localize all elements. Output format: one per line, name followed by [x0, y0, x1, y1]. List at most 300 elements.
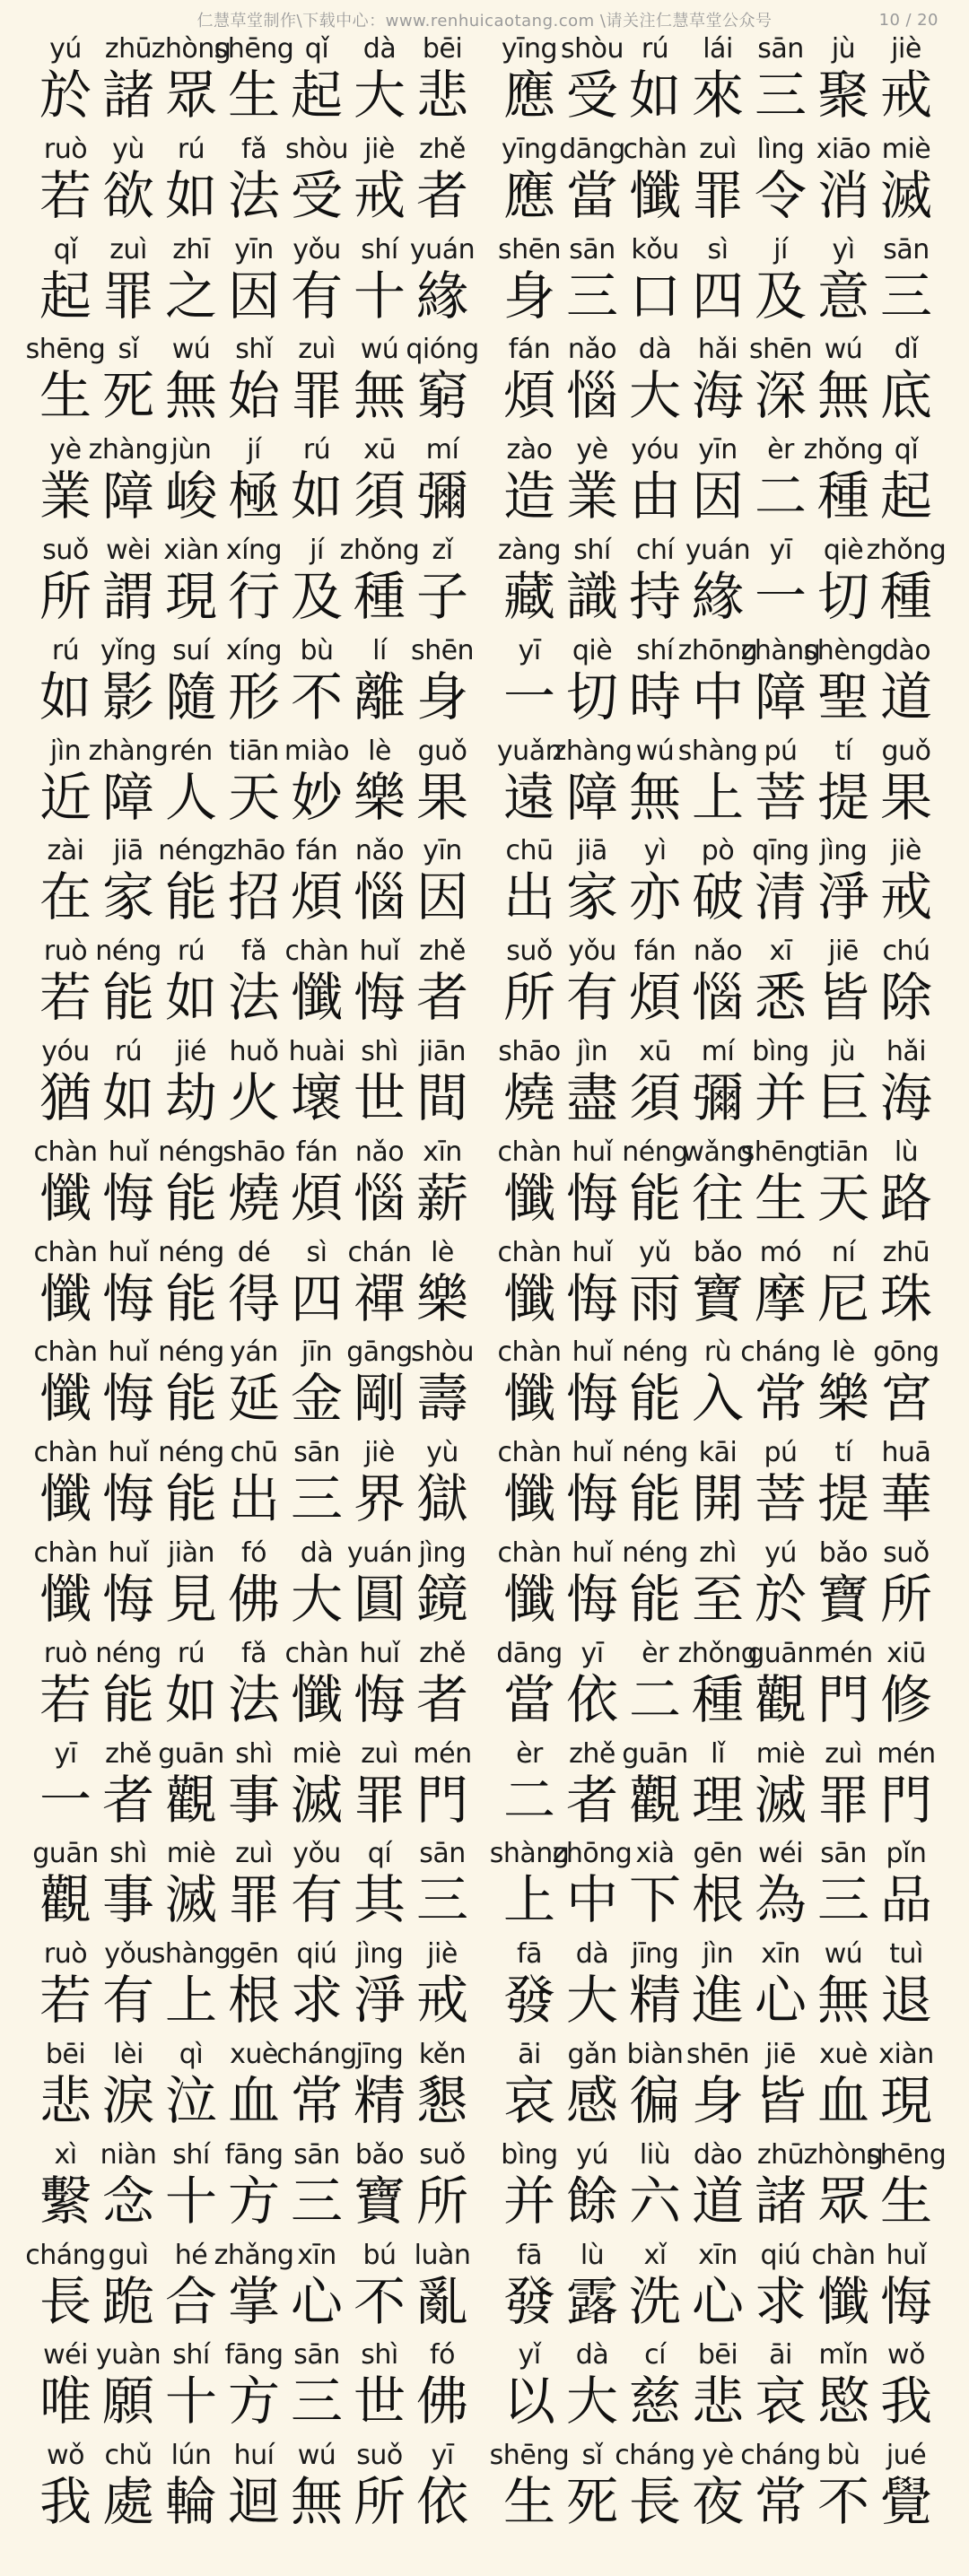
pinyin: zhòng: [151, 33, 231, 65]
character-cell: [686, 1839, 749, 1939]
character-cell: [561, 1037, 624, 1137]
hanzi: 者: [415, 967, 468, 1029]
character-cell: [812, 836, 875, 936]
character-cell: [498, 435, 561, 535]
hanzi: 三: [290, 2170, 343, 2232]
character-cell: [411, 936, 474, 1037]
pinyin: yù: [112, 133, 144, 165]
pinyin: miè: [166, 1838, 216, 1870]
character-cell: [875, 1337, 938, 1438]
hanzi: 懺: [502, 1468, 555, 1530]
hanzi: 圓: [353, 1568, 406, 1630]
pinyin: fó: [241, 1536, 266, 1569]
pinyin: dǐ: [894, 334, 919, 366]
character-cell: [97, 34, 160, 135]
hanzi: 三: [290, 2371, 343, 2432]
pinyin: yǒu: [292, 1838, 341, 1870]
character-cell: [34, 2140, 97, 2241]
hanzi: 須: [353, 466, 406, 527]
pinyin: shèng: [803, 634, 884, 666]
pinyin: néng: [158, 835, 224, 867]
character-cell: [348, 1438, 411, 1538]
hanzi: 巨: [816, 1066, 869, 1128]
hanzi: 并: [754, 1066, 807, 1128]
character-cell: [624, 1939, 686, 2040]
hanzi: 眾: [164, 65, 217, 126]
character-cell: [561, 936, 624, 1037]
right-verse-line: [498, 936, 938, 1037]
hanzi: 罪: [227, 1869, 280, 1931]
character-cell: [97, 2241, 160, 2341]
pinyin: jiàn: [167, 1536, 215, 1569]
hanzi: 皆: [754, 2069, 807, 2131]
hanzi: 心: [691, 2270, 744, 2332]
character-cell: [160, 2340, 223, 2441]
character-cell: [686, 836, 749, 936]
hanzi: 聖: [816, 666, 869, 727]
pinyin: shí: [172, 2339, 210, 2371]
hanzi: 見: [164, 1568, 217, 1630]
pinyin: gēn: [229, 1938, 279, 1971]
hanzi: 悔: [101, 1368, 154, 1430]
pinyin: huǐ: [572, 1336, 613, 1369]
pinyin: yīng: [501, 33, 558, 65]
hanzi: 應: [502, 65, 555, 126]
character-cell: [97, 535, 160, 636]
character-cell: [624, 1438, 686, 1538]
hanzi: 輪: [164, 2471, 217, 2533]
character-cell: [812, 1438, 875, 1538]
hanzi: 禪: [353, 1267, 406, 1329]
character-cell: [348, 1538, 411, 1639]
pinyin: qīng: [752, 835, 809, 867]
pinyin: bēi: [422, 33, 463, 65]
character-cell: [498, 2040, 561, 2140]
character-cell: [812, 2241, 875, 2341]
pinyin: jù: [831, 1035, 856, 1067]
character-cell: [682, 1136, 754, 1238]
hanzi: 持: [628, 565, 681, 627]
character-cell: [411, 1238, 474, 1338]
character-cell: [686, 1037, 749, 1137]
hanzi: 亂: [415, 2270, 468, 2332]
character-cell: [348, 1739, 411, 1840]
character-cell: [875, 1739, 938, 1840]
pinyin: kāi: [698, 1437, 738, 1469]
hanzi: 覺: [879, 2471, 932, 2533]
hanzi: 遠: [502, 766, 555, 828]
hanzi: 法: [227, 164, 280, 226]
character-cell: [348, 1037, 411, 1137]
pinyin: wǒ: [887, 2339, 925, 2371]
hanzi: 由: [628, 466, 681, 527]
character-cell: [498, 636, 561, 736]
hanzi: 口: [628, 265, 681, 326]
character-cell: [624, 2040, 686, 2140]
character-cell: [498, 2140, 561, 2241]
character-cell: [34, 1238, 97, 1338]
character-cell: [411, 235, 474, 335]
hanzi: 壞: [290, 1066, 343, 1128]
hanzi: 燒: [227, 1167, 280, 1229]
pinyin: mén: [877, 1737, 936, 1770]
hanzi: 品: [879, 1869, 932, 1931]
pinyin: tí: [834, 1437, 852, 1469]
hanzi: 受: [565, 65, 618, 126]
character-cell: [624, 1639, 686, 1739]
character-cell: [749, 235, 812, 335]
pinyin: sān: [569, 233, 615, 265]
hanzi: 清: [754, 866, 807, 928]
hanzi: 業: [565, 466, 618, 527]
pinyin: yī: [769, 534, 792, 566]
pinyin: xū: [363, 434, 396, 466]
right-verse-line: [497, 534, 947, 636]
hanzi: 能: [164, 1368, 217, 1430]
pinyin: mén: [413, 1737, 472, 1770]
hanzi: 戒: [879, 866, 932, 928]
character-cell: [34, 34, 97, 135]
hanzi: 夜: [691, 2471, 744, 2533]
hanzi: 三: [565, 265, 618, 326]
right-column: [489, 33, 947, 2541]
character-cell: [498, 1137, 561, 1238]
pinyin: huǐ: [572, 1536, 613, 1569]
character-cell: [624, 1037, 686, 1137]
pinyin: xiāo: [816, 133, 871, 165]
character-cell: [812, 1238, 875, 1338]
pinyin: huǐ: [572, 1437, 613, 1469]
pinyin: qióng: [406, 334, 479, 366]
character-cell: [160, 1238, 223, 1338]
character-cell: [348, 2340, 411, 2441]
pinyin: sān: [293, 2339, 340, 2371]
hanzi: 能: [628, 1568, 681, 1630]
pinyin: wú: [635, 735, 675, 767]
left-verse-line: [34, 1337, 474, 1438]
hanzi: 家: [101, 866, 154, 928]
hanzi: 懺: [502, 1267, 555, 1329]
character-cell: [498, 1538, 561, 1639]
character-cell: [97, 1137, 160, 1238]
character-cell: [498, 34, 561, 135]
hanzi: 提: [816, 766, 869, 828]
hanzi: 往: [691, 1167, 744, 1229]
character-cell: [34, 435, 97, 535]
character-cell: [749, 936, 812, 1037]
pinyin: shēn: [497, 233, 562, 265]
hanzi: 若: [39, 164, 92, 226]
character-cell: [561, 836, 624, 936]
character-cell: [285, 2241, 348, 2341]
hanzi: 世: [353, 1066, 406, 1128]
left-verse-line: [34, 1438, 474, 1538]
character-cell: [624, 2241, 686, 2341]
pinyin: miè: [292, 1737, 342, 1770]
pinyin: rú: [51, 634, 80, 666]
left-verse-line: [34, 135, 474, 235]
pinyin: tiān: [229, 735, 279, 767]
character-cell: [561, 2040, 624, 2140]
pinyin: guì: [108, 2239, 149, 2271]
pinyin: néng: [622, 1437, 688, 1469]
character-cell: [749, 1839, 812, 1939]
hanzi: 除: [879, 967, 932, 1029]
right-verse-line: [498, 836, 938, 936]
character-cell: [97, 135, 160, 235]
character-cell: [875, 335, 938, 435]
character-cell: [285, 435, 348, 535]
character-cell: [160, 2441, 223, 2541]
hanzi: 我: [879, 2371, 932, 2432]
hanzi: 精: [353, 2069, 406, 2131]
character-cell: [34, 1538, 97, 1639]
character-cell: [34, 1939, 97, 2040]
pinyin: shì: [361, 2339, 398, 2371]
pinyin: fāng: [224, 2339, 284, 2371]
pinyin: ní: [831, 1236, 856, 1268]
character-cell: [803, 2138, 884, 2241]
pinyin: lè: [368, 735, 391, 767]
character-cell: [411, 1739, 474, 1840]
hanzi: 懺: [816, 2270, 869, 2332]
hanzi: 根: [691, 1869, 744, 1931]
left-column: [25, 33, 483, 2541]
character-cell: [749, 1238, 812, 1338]
pinyin: miè: [755, 1737, 806, 1770]
pinyin: jùn: [170, 434, 212, 466]
pinyin: pò: [701, 835, 735, 867]
hanzi: 大: [565, 2371, 618, 2432]
page-total: 20: [917, 11, 938, 30]
hanzi: 為: [754, 1869, 807, 1931]
character-cell: [97, 335, 160, 435]
hanzi: 繫: [39, 2170, 92, 2232]
character-cell: [223, 736, 285, 837]
character-cell: [285, 636, 348, 736]
pinyin: sǐ: [581, 2440, 603, 2472]
right-verse-line: [498, 1137, 938, 1238]
character-cell: [348, 435, 411, 535]
pinyin: suǒ: [883, 1536, 930, 1569]
hanzi: 上: [164, 1970, 217, 2032]
hanzi: 大: [290, 1568, 343, 1630]
pinyin: jí: [247, 434, 261, 466]
hanzi: 諸: [754, 2170, 807, 2232]
pinyin: yóu: [631, 434, 679, 466]
pinyin: èr: [767, 434, 794, 466]
hanzi: 心: [290, 2270, 343, 2332]
hanzi: 延: [227, 1368, 280, 1430]
pinyin: huǐ: [886, 2239, 927, 2271]
hanzi: 提: [816, 1468, 869, 1530]
pinyin: néng: [158, 1236, 224, 1268]
character-cell: [160, 2241, 223, 2341]
pinyin: yǒu: [292, 233, 341, 265]
character-cell: [348, 1839, 411, 1939]
hanzi: 生: [754, 1167, 807, 1229]
hanzi: 懺: [502, 1368, 555, 1430]
character-cell: [348, 1137, 411, 1238]
hanzi: 菩: [754, 1468, 807, 1530]
hanzi: 常: [754, 1368, 807, 1430]
character-cell: [97, 836, 160, 936]
character-cell: [223, 1538, 285, 1639]
hanzi: 極: [227, 466, 280, 527]
hanzi: 理: [691, 1769, 744, 1831]
hanzi: 菩: [754, 766, 807, 828]
character-cell: [812, 2040, 875, 2140]
character-cell: [875, 435, 938, 535]
pinyin: cháng: [740, 1336, 821, 1369]
hanzi: 於: [754, 1568, 807, 1630]
pinyin: suǒ: [356, 2440, 403, 2472]
character-cell: [160, 235, 223, 335]
hanzi: 世: [353, 2371, 406, 2432]
hanzi: 諸: [101, 65, 154, 126]
hanzi: 願: [101, 2371, 154, 2432]
pinyin: zhě: [105, 1737, 152, 1770]
pinyin: shì: [235, 1737, 273, 1770]
hanzi: 開: [691, 1468, 744, 1530]
pinyin: hǎi: [886, 1035, 927, 1067]
pinyin: zàng: [497, 534, 562, 566]
pinyin: fó: [430, 2339, 455, 2371]
pinyin: huǐ: [108, 1336, 149, 1369]
pinyin: xiàn: [163, 534, 219, 566]
right-verse-line: [498, 1939, 938, 2040]
pinyin: zhāo: [223, 835, 285, 867]
hanzi: 寶: [691, 1267, 744, 1329]
hanzi: 罪: [353, 1769, 406, 1831]
hanzi: 切: [816, 565, 869, 627]
hanzi: 若: [39, 1970, 92, 2032]
hanzi: 十: [164, 2371, 217, 2432]
pinyin: jiā: [113, 835, 144, 867]
pinyin: yú: [764, 1536, 797, 1569]
pinyin: miào: [284, 735, 350, 767]
hanzi: 猶: [39, 1066, 92, 1128]
left-verse-line: [34, 435, 474, 535]
pinyin: niàn: [100, 2138, 157, 2171]
hanzi: 無: [164, 365, 217, 427]
hanzi: 海: [691, 365, 744, 427]
character-cell: [749, 736, 812, 837]
character-cell: [34, 1839, 97, 1939]
hanzi: 身: [415, 666, 468, 727]
left-verse-line: [34, 1839, 474, 1939]
character-cell: [561, 1238, 624, 1338]
pinyin: xuè: [230, 2038, 278, 2070]
pinyin: xì: [54, 2138, 77, 2171]
pinyin: yóu: [41, 1035, 90, 1067]
hanzi: 無: [290, 2471, 343, 2533]
character-cell: [223, 636, 285, 736]
pinyin: chú: [882, 936, 930, 968]
hanzi: 二: [502, 1769, 555, 1831]
pinyin: shòu: [285, 133, 349, 165]
hanzi: 悉: [754, 967, 807, 1029]
character-cell: [498, 936, 561, 1037]
left-verse-line: [34, 736, 474, 837]
hanzi: 能: [101, 967, 154, 1029]
hanzi: 路: [879, 1167, 932, 1229]
character-cell: [561, 1739, 624, 1840]
character-cell: [285, 1238, 348, 1338]
character-cell: [97, 2340, 160, 2441]
pinyin: sān: [419, 1838, 466, 1870]
hanzi: 意: [816, 265, 869, 326]
hanzi: 以: [502, 2371, 555, 2432]
hanzi: 精: [628, 1970, 681, 2032]
pinyin: jiè: [364, 1437, 395, 1469]
hanzi: 悔: [565, 1468, 618, 1530]
pinyin: shēng: [740, 1136, 821, 1168]
pinyin: mén: [814, 1637, 873, 1669]
pinyin: shāo: [498, 1035, 561, 1067]
character-cell: [749, 836, 812, 936]
hanzi: 六: [628, 2170, 681, 2232]
right-verse-line: [498, 34, 938, 135]
pinyin: shēng: [866, 2138, 947, 2171]
pinyin: bǎo: [818, 1536, 869, 1569]
hanzi: 離: [353, 666, 406, 727]
hanzi: 及: [754, 265, 807, 326]
hanzi: 果: [415, 766, 468, 828]
hanzi: 滅: [164, 1869, 217, 1931]
hanzi: 懺: [502, 1568, 555, 1630]
character-cell: [498, 2241, 561, 2341]
hanzi: 樂: [816, 1368, 869, 1430]
character-cell: [498, 2340, 561, 2441]
pinyin: jiè: [891, 835, 921, 867]
character-cell: [740, 1136, 821, 1238]
pinyin: xià: [635, 1838, 675, 1870]
hanzi: 三: [754, 65, 807, 126]
character-cell: [489, 1838, 570, 1939]
pinyin: guǒ: [881, 735, 931, 767]
character-cell: [498, 1037, 561, 1137]
hanzi: 懺: [290, 1668, 343, 1730]
hanzi: 如: [101, 1066, 154, 1128]
hanzi: 悲: [415, 65, 468, 126]
character-cell: [160, 1839, 223, 1939]
pinyin: gēn: [693, 1838, 743, 1870]
hanzi: 淨: [816, 866, 869, 928]
character-cell: [97, 1438, 160, 1538]
pinyin: jué: [886, 2440, 927, 2472]
pinyin: chán: [347, 1236, 412, 1268]
hanzi: 因: [415, 866, 468, 928]
hanzi: 方: [227, 2170, 280, 2232]
hanzi: 二: [754, 466, 807, 527]
hanzi: 法: [227, 1668, 280, 1730]
character-cell: [34, 2040, 97, 2140]
hanzi: 界: [353, 1468, 406, 1530]
pinyin: chàn: [33, 1336, 98, 1369]
character-cell: [160, 836, 223, 936]
pinyin: kǒu: [631, 233, 679, 265]
hanzi: 露: [565, 2270, 618, 2332]
hanzi: 當: [565, 164, 618, 226]
pinyin: xīn: [698, 2239, 738, 2271]
pinyin: jìng: [819, 835, 868, 867]
character-cell: [276, 2038, 357, 2140]
character-cell: [875, 1839, 938, 1939]
pinyin: zhàng: [88, 735, 169, 767]
pinyin: qì: [179, 2038, 204, 2070]
pinyin: shēn: [748, 334, 813, 366]
